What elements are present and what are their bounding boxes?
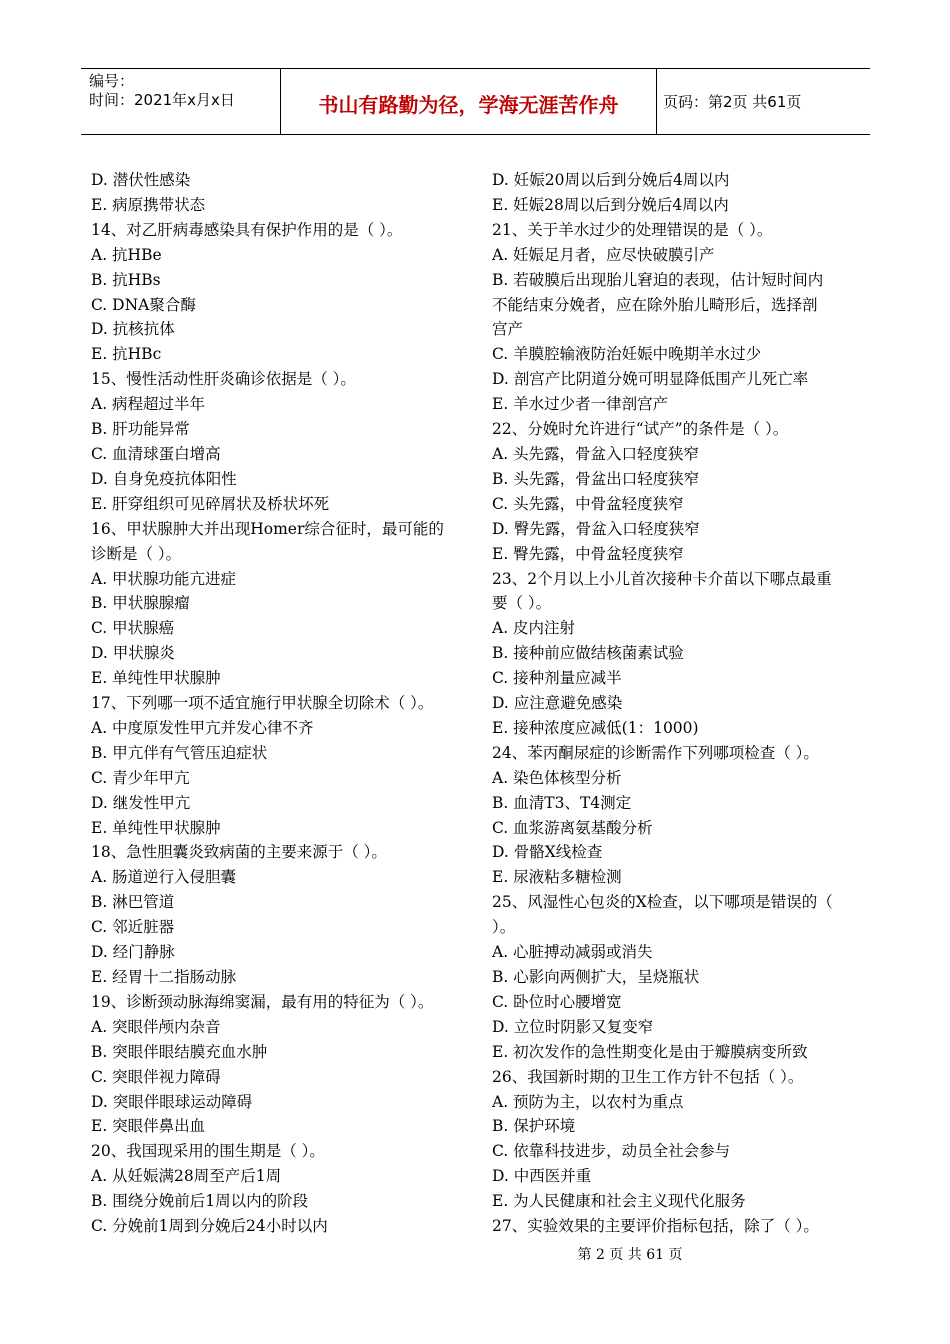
question-line: 24、苯丙酮尿症的诊断需作下列哪项检查（ ）。	[492, 743, 819, 762]
question-line: D. 自身免疫抗体阳性	[91, 469, 237, 488]
question-line: B. 保护环境	[492, 1117, 576, 1136]
date-label: 时间：2021年x月x日	[89, 91, 235, 109]
question-line: B. 抗HBs	[91, 270, 161, 289]
question-line: 23、2个月以上小儿首次接种卡介苗以下哪点最重	[492, 569, 832, 588]
question-line: C. 头先露，中骨盆轻度狭窄	[492, 494, 684, 513]
question-line: E. 经胃十二指肠动脉	[91, 968, 237, 986]
question-line: C. 羊膜腔输液防治妊娠中晚期羊水过少	[492, 345, 762, 364]
question-line: 21、关于羊水过少的处理错误的是（ ）。	[492, 220, 773, 239]
question-line: C. 分娩前1周到分娩后24小时以内	[91, 1217, 328, 1236]
question-line: A. 中度原发性甲亢并发心律不齐	[91, 718, 314, 737]
question-line: E. 突眼伴鼻出血	[91, 1117, 206, 1136]
question-line: E. 羊水过少者一律剖宫产	[492, 395, 669, 414]
question-line: A. 从妊娠满28周至产后1周	[91, 1167, 282, 1186]
question-line: C. 接种剂量应减半	[492, 669, 622, 688]
question-line: E. 臀先露，中骨盆轻度狭窄	[492, 544, 684, 563]
question-line: B. 围绕分娩前后1周以内的阶段	[91, 1192, 309, 1211]
question-line: D. 剖宫产比阴道分娩可明显降低围产儿死亡率	[492, 370, 809, 389]
question-line: B. 若破膜后出现胎儿窘迫的表现，估计短时间内	[492, 270, 824, 289]
question-line: E. 肝穿组织可见碎屑状及桥状坏死	[91, 494, 330, 513]
question-line: C. 血清球蛋白增高	[91, 444, 221, 463]
question-line: A. 甲状腺功能亢进症	[91, 569, 237, 588]
question-line: A. 肠道逆行入侵胆囊	[91, 868, 237, 887]
question-line: 19、诊断颈动脉海绵窦漏，最有用的特征为（ ）。	[91, 992, 434, 1011]
question-line: B. 肝功能异常	[91, 420, 190, 439]
question-line: E. 尿液粘多糖检测	[492, 868, 622, 887]
question-line: D. 抗核抗体	[91, 320, 175, 339]
question-line: D. 妊娠20周以后到分娩后4周以内	[492, 171, 730, 189]
question-line: B. 接种前应做结核菌素试验	[492, 644, 684, 663]
question-line: A. 头先露，骨盆入口轻度狭窄	[492, 444, 700, 463]
question-line: A. 妊娠足月者，应尽快破膜引产	[492, 245, 715, 264]
question-line: B. 甲亢伴有气管压迫症状	[91, 743, 268, 762]
question-line: C. 依靠科技进步，动员全社会参与	[492, 1142, 731, 1161]
question-line: 不能结束分娩者，应在除外胎儿畸形后，选择剖	[492, 295, 818, 314]
question-line: E. 单纯性甲状腺肿	[91, 818, 221, 837]
question-line: E. 抗HBc	[91, 345, 162, 364]
right-column	[492, 168, 866, 1239]
question-line: D. 骨骼X线检查	[492, 843, 603, 862]
question-line: 诊断是（ ）。	[91, 544, 182, 563]
question-line: 26、我国新时期的卫生工作方针不包括（ ）。	[492, 1067, 804, 1086]
question-line: C. 突眼伴视力障碍	[91, 1067, 221, 1086]
page-header	[81, 68, 870, 135]
question-line: B. 心影向两侧扩大，呈烧瓶状	[492, 968, 700, 986]
question-line: D. 中西医并重	[492, 1167, 592, 1186]
question-line: D. 经门静脉	[91, 943, 175, 962]
question-line: C. 甲状腺癌	[91, 619, 175, 638]
question-line: A. 心脏搏动减弱或消失	[492, 943, 653, 962]
question-line: 16、甲状腺肿大并出现Homer综合征时，最可能的	[91, 519, 444, 538]
question-line: 要（ ）。	[492, 594, 552, 613]
question-line: 17、下列哪一项不适宜施行甲状腺全切除术（ ）。	[91, 694, 434, 713]
question-line: A. 抗HBe	[91, 245, 162, 264]
question-line: A. 皮内注射	[492, 619, 576, 638]
header-page-info: 页码：第2页 共61页	[663, 93, 802, 111]
question-line: 宫产	[492, 320, 524, 339]
question-line: B. 血清T3、T4测定	[492, 793, 632, 812]
question-line: A. 预防为主，以农村为重点	[492, 1092, 684, 1111]
question-line: 15、慢性活动性肝炎确诊依据是（ ）。	[91, 370, 356, 389]
question-line: 22、分娩时允许进行“试产”的条件是（ ）。	[492, 420, 789, 439]
question-line: C. 青少年甲亢	[91, 768, 190, 787]
page-footer: 第 2 页 共 61 页	[577, 1247, 683, 1263]
question-line: D. 继发性甲亢	[91, 793, 191, 812]
question-line: E. 单纯性甲状腺肿	[91, 669, 221, 688]
question-line: 18、急性胆囊炎致病菌的主要来源于（ ）。	[91, 843, 387, 862]
question-line: E. 初次发作的急性期变化是由于瓣膜病变所致	[492, 1042, 808, 1061]
question-line: 14、对乙肝病毒感染具有保护作用的是（ ）。	[91, 220, 403, 239]
question-line: D. 应注意避免感染	[492, 694, 623, 713]
question-line: A. 病程超过半年	[91, 395, 206, 414]
question-line: 20、我国现采用的围生期是（ ）。	[91, 1142, 325, 1161]
header-meta	[81, 69, 281, 134]
question-line: E. 接种浓度应减低(1：1000)	[492, 718, 699, 737]
question-line: 27、实验效果的主要评价指标包括，除了（ ）。	[492, 1217, 819, 1236]
question-line: E. 妊娠28周以后到分娩后4周以内	[492, 195, 729, 214]
question-line: B. 甲状腺腺瘤	[91, 594, 190, 613]
question-line: E. 为人民健康和社会主义现代化服务	[492, 1192, 746, 1211]
question-line: C. 血浆游离氨基酸分析	[492, 818, 653, 837]
question-line: D. 甲状腺炎	[91, 644, 175, 663]
question-line: D. 臀先露，骨盆入口轻度狭窄	[492, 519, 700, 538]
question-line: 25、风湿性心包炎的X检查，以下哪项是错误的（	[492, 893, 833, 912]
question-line: C. DNA聚合酶	[91, 295, 196, 314]
question-line: D. 突眼伴眼球运动障碍	[91, 1092, 253, 1111]
question-line: ）。	[492, 918, 516, 937]
left-column	[91, 168, 465, 1239]
question-line: A. 突眼伴颅内杂音	[91, 1017, 221, 1036]
question-line: C. 卧位时心腰增宽	[492, 992, 622, 1011]
header-motto: 书山有路勤为径，学海无涯苦作舟	[281, 69, 657, 134]
question-line: C. 邻近脏器	[91, 918, 175, 937]
question-line: B. 突眼伴眼结膜充血水肿	[91, 1042, 268, 1061]
question-line: B. 淋巴管道	[91, 893, 175, 912]
question-line: B. 头先露，骨盆出口轻度狭窄	[492, 469, 700, 488]
question-line: E. 病原携带状态	[91, 195, 206, 214]
question-line: A. 染色体核型分析	[492, 768, 622, 787]
question-line: D. 立位时阴影又复变窄	[492, 1017, 654, 1036]
number-label: 编号：	[89, 72, 135, 90]
question-line: D. 潜伏性感染	[91, 171, 191, 189]
